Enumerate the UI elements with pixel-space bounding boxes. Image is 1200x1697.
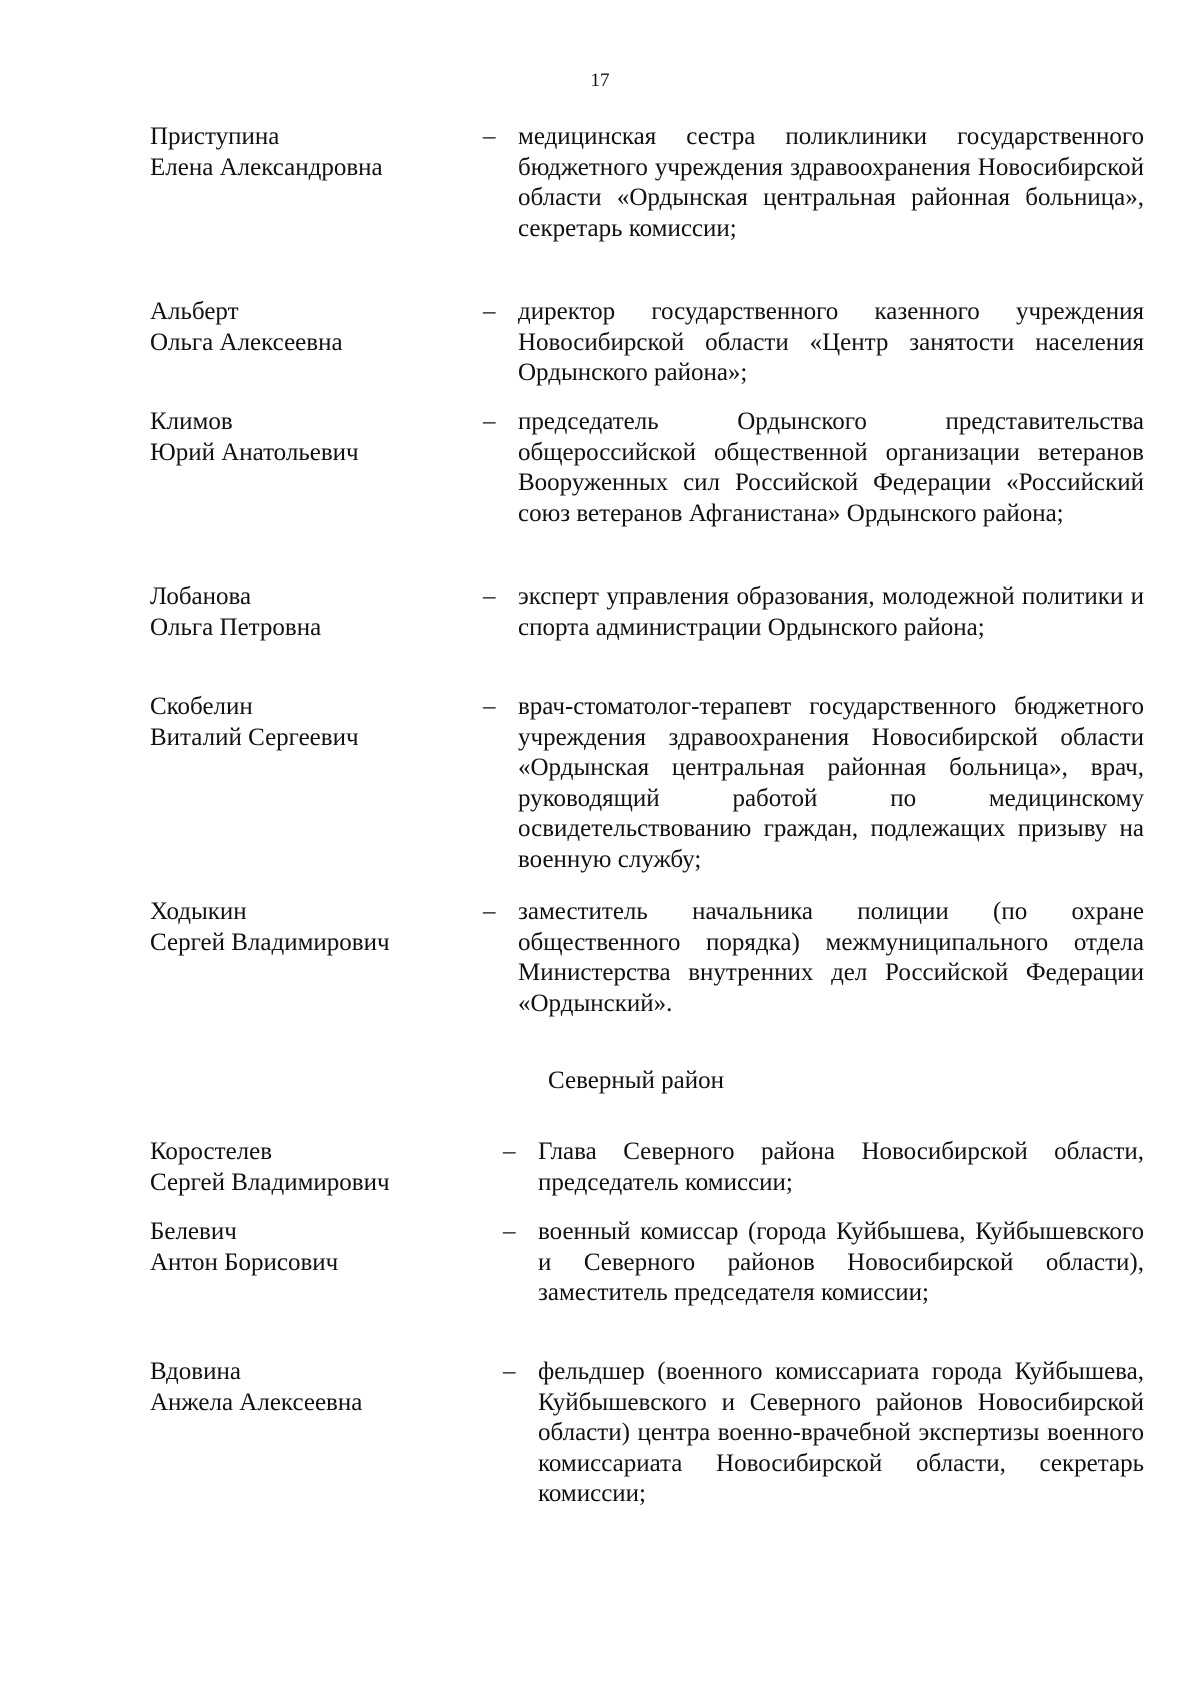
member-surname: Ходыкин — [150, 898, 247, 925]
member-given-names: Сергей Владимирович — [150, 1168, 390, 1196]
dash-separator: – — [503, 1218, 516, 1245]
member-surname: Коростелев — [150, 1138, 273, 1165]
member-name — [150, 407, 470, 468]
member-given-names: Елена Александровна — [150, 153, 383, 181]
dash-separator: – — [483, 298, 496, 325]
dash-separator: – — [483, 123, 496, 150]
dash-separator: – — [483, 693, 496, 720]
section-heading: Северный район — [548, 1067, 724, 1094]
dash-separator: – — [483, 898, 496, 925]
member-surname: Скобелин — [150, 693, 253, 720]
member-given-names: Виталий Сергеевич — [150, 723, 359, 751]
member-name — [150, 1137, 470, 1198]
member-description: председатель Ордынского представительства общероссийской общественной организации ветеранов Вооруженных сил Российской Федерации «Российский союз ветеранов Афганистана» Ордынского района; — [518, 408, 1144, 527]
member-description: эксперт управления образования, молодежной политики и спорта администрации Ордынского района; — [518, 583, 1144, 641]
member-surname: Белевич — [150, 1218, 237, 1245]
member-description: медицинская сестра поликлиники государственного бюджетного учреждения здравоохранения Новосибирской области «Ордынская центральная районная больница», секретарь комиссии; — [518, 123, 1144, 242]
member-surname: Альберт — [150, 298, 239, 325]
member-name — [150, 297, 470, 358]
member-given-names: Анжела Алексеевна — [150, 1388, 363, 1416]
dash-separator: – — [483, 583, 496, 610]
member-name — [150, 1357, 470, 1418]
dash-separator: – — [503, 1358, 516, 1385]
member-given-names: Сергей Владимирович — [150, 928, 390, 956]
member-description: директор государственного казенного учреждения Новосибирской области «Центр занятости населения Ордынского района»; — [518, 298, 1144, 386]
member-name — [150, 1217, 470, 1278]
member-name — [150, 897, 470, 958]
member-description: военный комиссар (города Куйбышева, Куйбышевского и Северного районов Новосибирской области), заместитель председателя комиссии; — [538, 1218, 1144, 1306]
member-description: врач-стоматолог-терапевт государственного бюджетного учреждения здравоохранения Новосибирской области «Ордынская центральная районная больница», врач, руководящий работой по медицинскому освидетельствованию граждан, подлежащих призыву на военную службу; — [518, 693, 1144, 873]
member-surname: Климов — [150, 408, 233, 435]
member-given-names: Ольга Петровна — [150, 613, 322, 641]
member-given-names: Юрий Анатольевич — [150, 438, 359, 466]
member-description: Глава Северного района Новосибирской области, председатель комиссии; — [538, 1138, 1144, 1196]
member-given-names: Ольга Алексеевна — [150, 328, 343, 356]
member-surname: Лобанова — [150, 583, 252, 610]
member-surname: Вдовина — [150, 1358, 241, 1385]
dash-separator: – — [483, 408, 496, 435]
member-description: заместитель начальника полиции (по охране общественного порядка) межмуниципального отдела Министерства внутренних дел Российской Федерации «Ордынский». — [518, 898, 1144, 1017]
member-name — [150, 692, 470, 753]
dash-separator: – — [503, 1138, 516, 1165]
member-name — [150, 582, 470, 643]
member-given-names: Антон Борисович — [150, 1248, 339, 1276]
page-number: 17 — [590, 70, 610, 91]
member-surname: Приступина — [150, 123, 280, 150]
member-description: фельдшер (военного комиссариата города Куйбышева, Куйбышевского и Северного районов Новосибирской области) центра военно-врачебной экспертизы военного комиссариата Новосибирской области, секретарь комиссии; — [538, 1358, 1144, 1507]
member-name — [150, 122, 470, 183]
